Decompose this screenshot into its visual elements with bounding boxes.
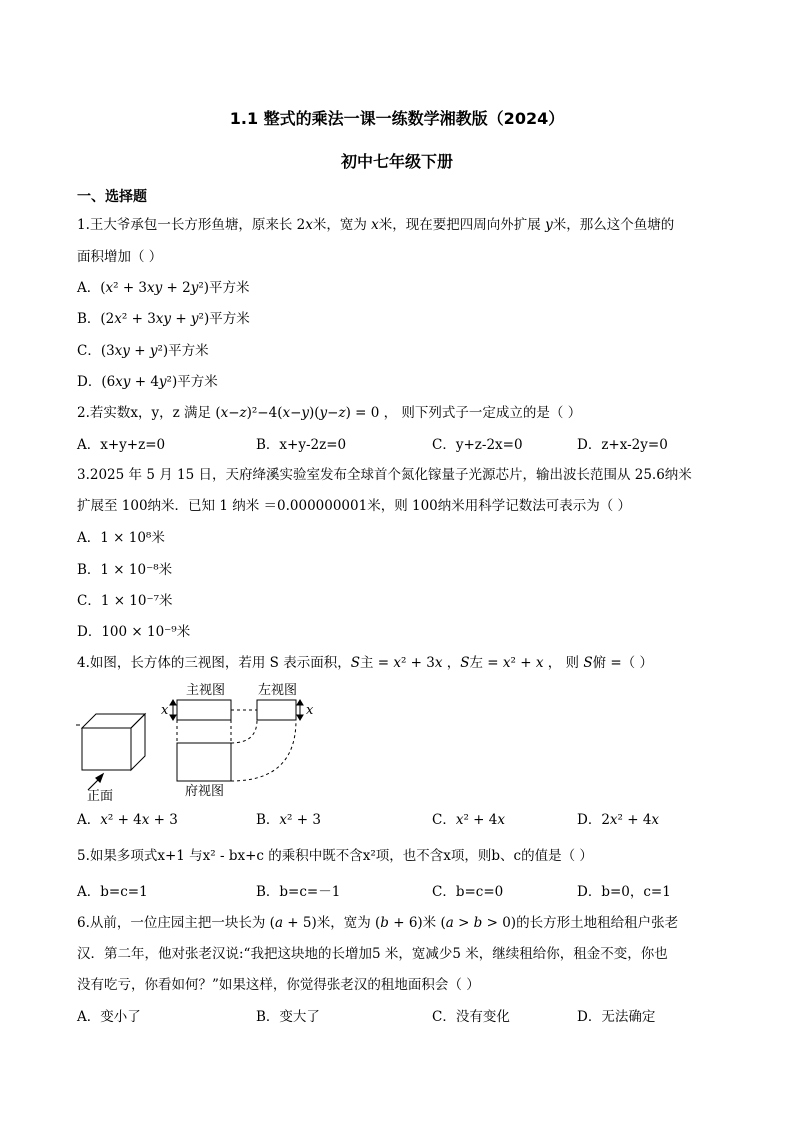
- front-face-label: 正面: [87, 789, 114, 804]
- question-3-stem-line2: 扩展至 100纳米．已知 1 纳米 ＝0.000000001米，则 100纳米用科学记数法可表示为（ ）: [77, 498, 632, 514]
- question-1-option-d: D．(6𝑥𝑦 + 4𝑦²)平方米: [77, 374, 218, 390]
- question-4-option-b: B．𝑥² + 3: [256, 812, 321, 828]
- question-2-option-b: B．x+y-2z=0: [256, 437, 347, 453]
- question-1-option-c: C．(3𝑥𝑦 + 𝑦²)平方米: [77, 343, 209, 359]
- question-5-option-b: B．b=c=－1: [256, 884, 341, 900]
- question-6-option-b: B．变大了: [256, 1009, 320, 1025]
- question-2-option-d: D．z+x-2y=0: [577, 437, 668, 453]
- section-heading: 一、选择题: [77, 189, 147, 205]
- front-arrow: [88, 774, 103, 790]
- question-6-option-c: C．没有变化: [432, 1009, 510, 1025]
- question-1-stem-line2: 面积增加（ ）: [77, 249, 163, 265]
- page-subtitle: 初中七年级下册: [340, 152, 453, 171]
- top-view-label: 府视图: [185, 784, 225, 799]
- question-2-option-a: A．x+y+z=0: [77, 437, 166, 453]
- question-6-option-a: A．变小了: [77, 1009, 141, 1025]
- height-arrows: [170, 700, 303, 720]
- question-4-stem-line1: 4.如图，长方体的三视图，若用 S 表示面积，𝑆主 = 𝑥² + 3𝑥 ，𝑆左 = 𝑥² + 𝑥 ， 则 𝑆俯 =（ ）: [77, 655, 653, 671]
- question-1-option-a: A．(𝑥² + 3𝑥𝑦 + 2𝑦²)平方米: [77, 280, 250, 296]
- question-5-option-a: A．b=c=1: [77, 884, 148, 900]
- left-view-label: 左视图: [258, 683, 298, 698]
- question-1-stem-line1: 1.王大爷承包一长方形鱼塘，原来长 2𝑥米，宽为 𝑥米，现在要把四周向外扩展 𝑦米，那么这个鱼塘的: [77, 217, 675, 233]
- question-6-stem-line3: 没有吃亏，你看如何？”如果这样，你觉得张老汉的租地面积会（ ）: [77, 977, 480, 993]
- left-view-rect: [257, 700, 296, 720]
- front-view-label: 主视图: [186, 683, 226, 698]
- top-view-rect: [177, 743, 231, 781]
- question-6-option-d: D．无法确定: [577, 1009, 656, 1025]
- question-4-option-c: C．𝑥² + 4𝑥: [432, 812, 505, 828]
- question-3-option-d: D．100 × 10⁻⁹米: [77, 624, 191, 640]
- question-3-option-c: C．1 × 10⁻⁷米: [77, 593, 173, 609]
- question-1-option-b: B．(2𝑥² + 3𝑥𝑦 + 𝑦²)平方米: [77, 311, 250, 327]
- question-3-stem-line1: 3.2025 年 5 月 15 日，天府绛溪实验室发布全球首个氮化镓量子光源芯片，输出波长范围从 25.6纳米: [77, 467, 692, 483]
- question-5-option-c: C．b=c=0: [432, 884, 504, 900]
- cuboid-drawing: [76, 714, 145, 770]
- question-5-option-d: D．b=0，c=1: [577, 884, 671, 900]
- question-4-option-d: D．2𝑥² + 4𝑥: [577, 812, 660, 828]
- left-height-x: 𝑥: [306, 703, 314, 718]
- question-2-option-c: C．y+z-2x=0: [432, 437, 523, 453]
- question-6-stem-line2: 汉．第二年，他对张老汉说:“我把这块地的长增加5 米，宽减少5 米，继续租给你，租金不变，你也: [77, 946, 668, 962]
- question-5-stem-line1: 5.如果多项式x+1 与x² - bx+c 的乘积中既不含x²项，也不含x项，则b、c的值是（ ）: [77, 848, 593, 864]
- question-6-stem-line1: 6.从前，一位庄园主把一块长为 (𝑎 + 5)米，宽为 (𝑏 + 6)米 (𝑎 > 𝑏 > 0)的长方形土地租给租户张老: [77, 915, 679, 931]
- question-3-option-b: B．1 × 10⁻⁸米: [77, 562, 173, 578]
- question-4-option-a: A．𝑥² + 4𝑥 + 3: [77, 812, 178, 828]
- three-views-figure: [74, 676, 334, 806]
- question-3-option-a: A．1 × 10⁸米: [77, 530, 165, 546]
- front-height-x: 𝑥: [161, 703, 169, 718]
- question-2-stem-line1: 2.若实数x，y，z 满足 (𝑥−𝑧)²−4(𝑥−𝑦)(𝑦−𝑧) = 0 ， 则下列式子一定成立的是（ ）: [77, 405, 582, 421]
- page-title: 1.1 整式的乘法一课一练数学湘教版（2024）: [229, 109, 565, 128]
- front-view-rect: [177, 700, 231, 720]
- projection-lines: [177, 710, 296, 781]
